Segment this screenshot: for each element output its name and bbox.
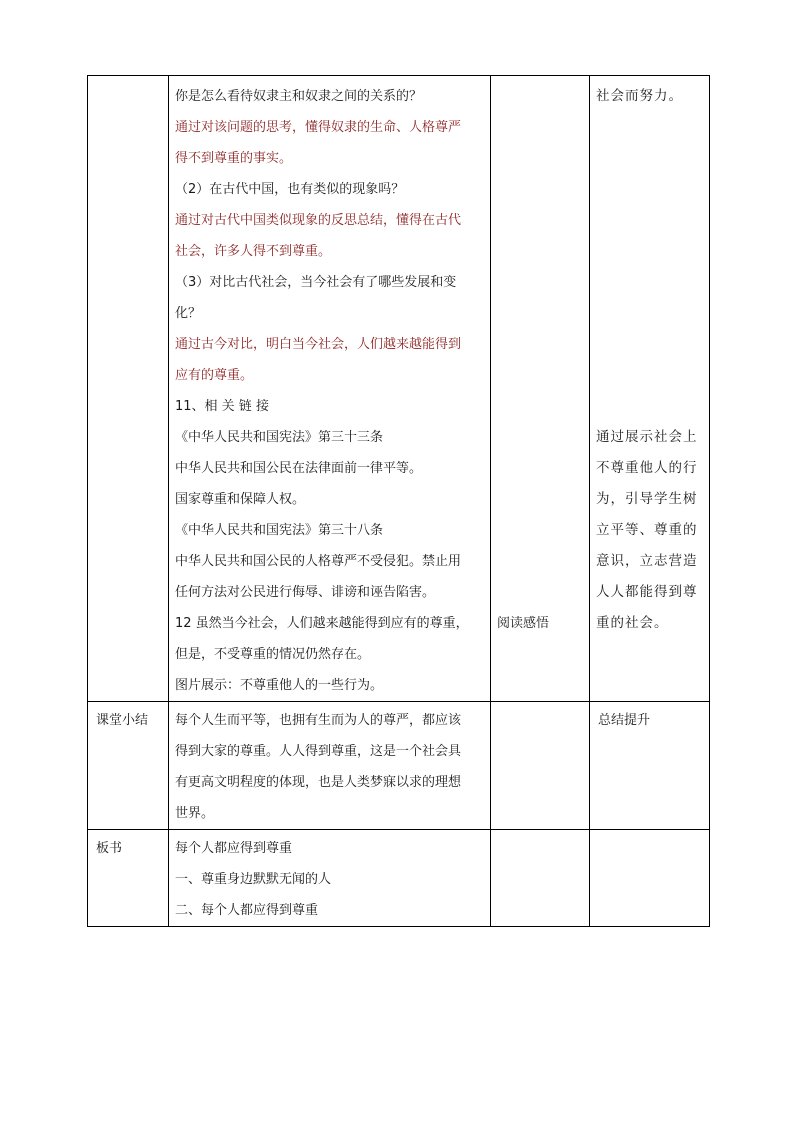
table-row	[88, 702, 710, 830]
board-activity-cell	[491, 830, 590, 927]
content-line: 化？	[175, 306, 202, 321]
content-line: （3）对比古代社会，当今社会有了哪些发展和变	[175, 275, 457, 290]
content-line: 《中华人民共和国宪法》第三十三条	[175, 430, 384, 445]
content-line: 通过对该问题的思考，懂得奴隶的生命、人格尊严	[175, 120, 462, 135]
content-line: 通过对古代中国类似现象的反思总结，懂得在古代	[175, 213, 462, 228]
content-line: 应有的尊重。	[175, 368, 254, 383]
lesson-plan-table	[87, 75, 710, 927]
content-line: 12 虽然当今社会，人们越来越能得到应有的尊重，	[175, 616, 469, 631]
summary-line: 得到大家的尊重。人人得到尊重，这是一个社会具	[175, 744, 462, 759]
summary-label-cell	[88, 702, 169, 830]
content-line: 社会，许多人得不到尊重。	[175, 244, 332, 259]
content-line: 得不到尊重的事实。	[175, 151, 293, 166]
summary-intent-cell	[590, 702, 710, 830]
summary-content-cell	[169, 702, 491, 830]
row1-intent-cell	[590, 76, 710, 702]
summary-line: 每个人生而平等，也拥有生而为人的尊严，都应该	[175, 713, 462, 728]
content-line: 《中华人民共和国宪法》第三十八条	[175, 523, 384, 538]
intent-line: 重的社会。	[596, 615, 669, 631]
content-line: 11、相 关 链 接	[175, 399, 269, 414]
intent-line: 意识，立志营造	[596, 553, 698, 569]
summary-intent-text: 总结提升	[598, 713, 651, 728]
row1-content-cell	[169, 76, 491, 702]
activity-text: 阅读感悟	[497, 616, 550, 631]
table-row	[88, 76, 710, 702]
board-label: 板书	[96, 841, 123, 856]
board-line: 二、每个人都应得到尊重	[175, 903, 319, 918]
board-intent-cell	[590, 830, 710, 927]
row1-activity-cell	[491, 76, 590, 702]
content-line: 任何方法对公民进行侮辱、诽谤和诬告陷害。	[175, 585, 436, 600]
content-line: 你是怎么看待奴隶主和奴隶之间的关系的？	[175, 89, 423, 104]
content-line: 通过古今对比，明白当今社会，人们越来越能得到	[175, 337, 462, 352]
summary-line: 世界。	[175, 806, 215, 821]
board-label-cell	[88, 830, 169, 927]
intent-line: 通过展示社会上	[596, 429, 698, 445]
content-line: 中华人民共和国公民的人格尊严不受侵犯。禁止用	[175, 554, 462, 569]
content-line: 中华人民共和国公民在法律面前一律平等。	[175, 461, 423, 476]
summary-activity-cell	[491, 702, 590, 830]
content-line: 国家尊重和保障人权。	[175, 492, 306, 507]
intent-line: 为，引导学生树	[596, 491, 698, 507]
intent-line: 不尊重他人的行	[596, 460, 698, 476]
intent-line: 人人都能得到尊	[596, 584, 698, 600]
content-line: 图片展示：不尊重他人的一些行为。	[175, 678, 384, 693]
board-content-cell	[169, 830, 491, 927]
summary-line: 有更高文明程度的体现，也是人类梦寐以求的理想	[175, 775, 462, 790]
intent-continuation: 社会而努力。	[596, 88, 683, 104]
intent-line: 立平等、尊重的	[596, 522, 698, 538]
board-line: 每个人都应得到尊重	[175, 841, 293, 856]
board-line: 一、尊重身边默默无闻的人	[175, 872, 332, 887]
content-line: （2）在古代中国，也有类似的现象吗？	[175, 182, 405, 197]
table-row	[88, 830, 710, 927]
summary-label: 课堂小结	[96, 713, 149, 728]
row1-label-cell	[88, 76, 169, 702]
content-line: 但是，不受尊重的情况仍然存在。	[175, 647, 371, 662]
row1-content-lines	[169, 76, 490, 701]
